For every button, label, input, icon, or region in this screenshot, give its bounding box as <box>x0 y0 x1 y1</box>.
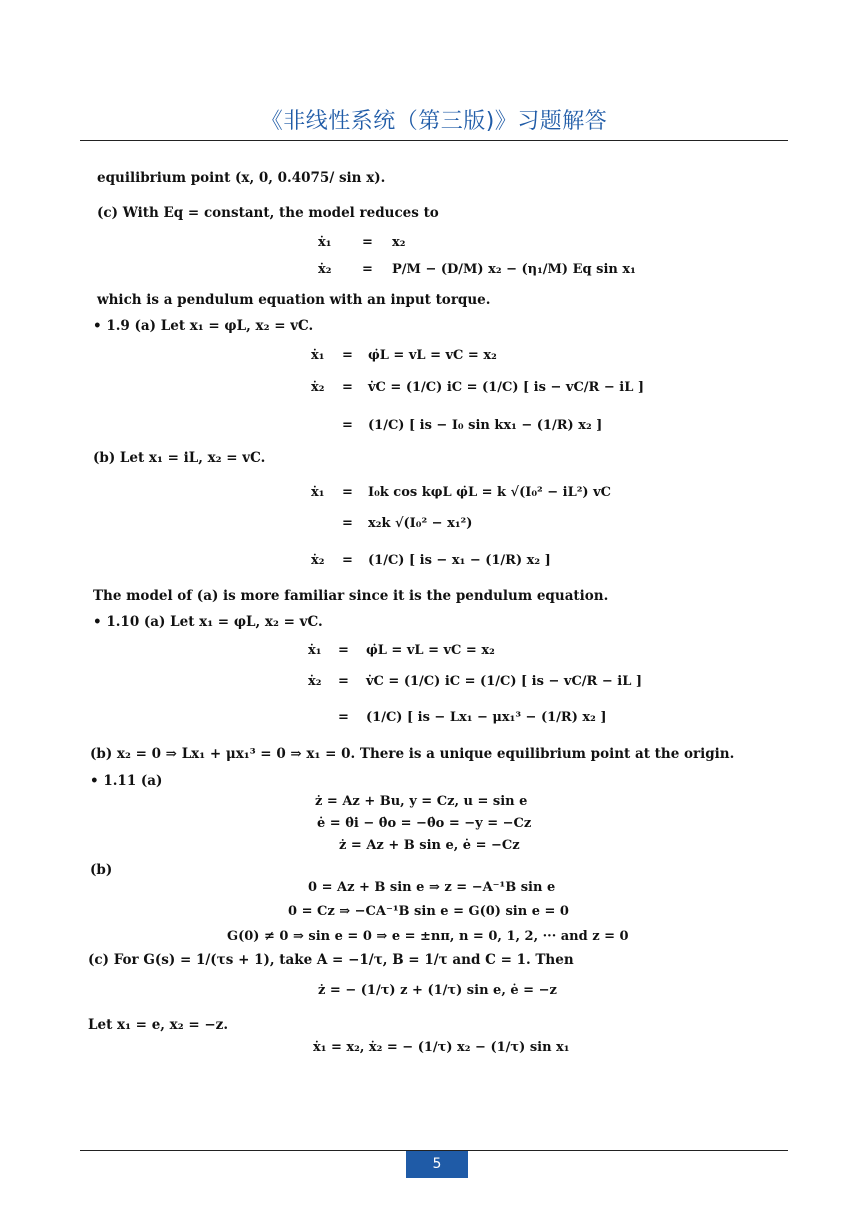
equation-lhs: ẋ₂ <box>318 262 332 277</box>
equation-op: = <box>342 348 353 363</box>
equation-rhs: v̇C = (1/C) iC = (1/C) [ is − vC/R − iL ] <box>366 674 643 689</box>
page-header-title: 《非线性系统（第三版)》习题解答 <box>260 109 608 134</box>
equation-lhs: ẋ₁ <box>308 643 322 658</box>
equation-rhs: (1/C) [ is − x₁ − (1/R) x₂ ] <box>368 553 551 568</box>
equation-rhs: I₀k cos kφL φ̇L = k √(I₀² − iL²) vC <box>368 485 612 500</box>
equation-rhs: (1/C) [ is − Lx₁ − μx₁³ − (1/R) x₂ ] <box>366 710 607 725</box>
equation: G(0) ≠ 0 ⇒ sin e = 0 ⇒ e = ±nπ, n = 0, 1, 2, ··· and z = 0 <box>227 929 629 944</box>
equation-op: = <box>362 235 373 250</box>
equation: ė = θ̇i − θ̇o = −θ̇o = −y = −Cz <box>317 816 532 831</box>
text-line: (b) Let x₁ = iL, x₂ = vC. <box>93 450 266 466</box>
equation-rhs: φ̇L = vL = vC = x₂ <box>368 348 497 363</box>
equation-op: = <box>342 553 353 568</box>
equation-rhs: v̇C = (1/C) iC = (1/C) [ is − vC/R − iL ] <box>368 380 645 395</box>
equation-lhs: ẋ₂ <box>311 553 325 568</box>
text-line: (b) <box>90 862 113 878</box>
equation-op: = <box>342 516 353 531</box>
text-line: (b) x₂ = 0 ⇒ Lx₁ + μx₁³ = 0 ⇒ x₁ = 0. There is a unique equilibrium point at the origin. <box>90 746 735 762</box>
equation-rhs: x₂k √(I₀² − x₁²) <box>368 516 473 531</box>
equation: 0 = Cz ⇒ −CA⁻¹B sin e = G(0) sin e = 0 <box>288 904 569 919</box>
equation: ż = Az + B sin e, ė = −Cz <box>339 838 520 853</box>
problem-heading: • 1.9 (a) Let x₁ = φL, x₂ = vC. <box>93 318 314 334</box>
text-line: which is a pendulum equation with an input torque. <box>97 292 491 308</box>
equation: ż = Az + Bu, y = Cz, u = sin e <box>315 794 528 809</box>
text-line: (c) With Eq = constant, the model reduces to <box>97 205 439 221</box>
equation-rhs: (1/C) [ is − I₀ sin kx₁ − (1/R) x₂ ] <box>368 418 603 433</box>
equation: ẋ₁ = x₂, ẋ₂ = − (1/τ) x₂ − (1/τ) sin x₁ <box>313 1040 570 1055</box>
equation-lhs: ẋ₁ <box>311 485 325 500</box>
equation-op: = <box>338 674 349 689</box>
text-line: Let x₁ = e, x₂ = −z. <box>88 1017 229 1033</box>
equation-lhs: ẋ₂ <box>311 380 325 395</box>
page-number: 5 <box>406 1151 468 1178</box>
equation: 0 = Az + B sin e ⇒ z = −A⁻¹B sin e <box>308 880 556 895</box>
problem-heading: • 1.10 (a) Let x₁ = φL, x₂ = vC. <box>93 614 323 630</box>
equation-lhs: ẋ₁ <box>311 348 325 363</box>
header-rule <box>80 140 788 141</box>
equation-lhs: ẋ₂ <box>308 674 322 689</box>
equation-op: = <box>362 262 373 277</box>
equation-rhs: φ̇L = vL = vC = x₂ <box>366 643 495 658</box>
text-line: equilibrium point (x, 0, 0.4075/ sin x). <box>97 170 386 186</box>
equation-rhs: P/M − (D/M) x₂ − (η₁/M) Eq sin x₁ <box>392 262 636 277</box>
equation: ż = − (1/τ) z + (1/τ) sin e, ė = −z <box>318 983 557 998</box>
text-line: (c) For G(s) = 1/(τs + 1), take A = −1/τ, B = 1/τ and C = 1. Then <box>88 952 574 968</box>
equation-op: = <box>342 485 353 500</box>
equation-op: = <box>338 643 349 658</box>
text-line: The model of (a) is more familiar since it is the pendulum equation. <box>93 588 609 604</box>
equation-lhs: ẋ₁ <box>318 235 332 250</box>
equation-op: = <box>342 380 353 395</box>
equation-op: = <box>338 710 349 725</box>
equation-rhs: x₂ <box>392 235 406 250</box>
problem-heading: • 1.11 (a) <box>90 773 163 789</box>
equation-op: = <box>342 418 353 433</box>
